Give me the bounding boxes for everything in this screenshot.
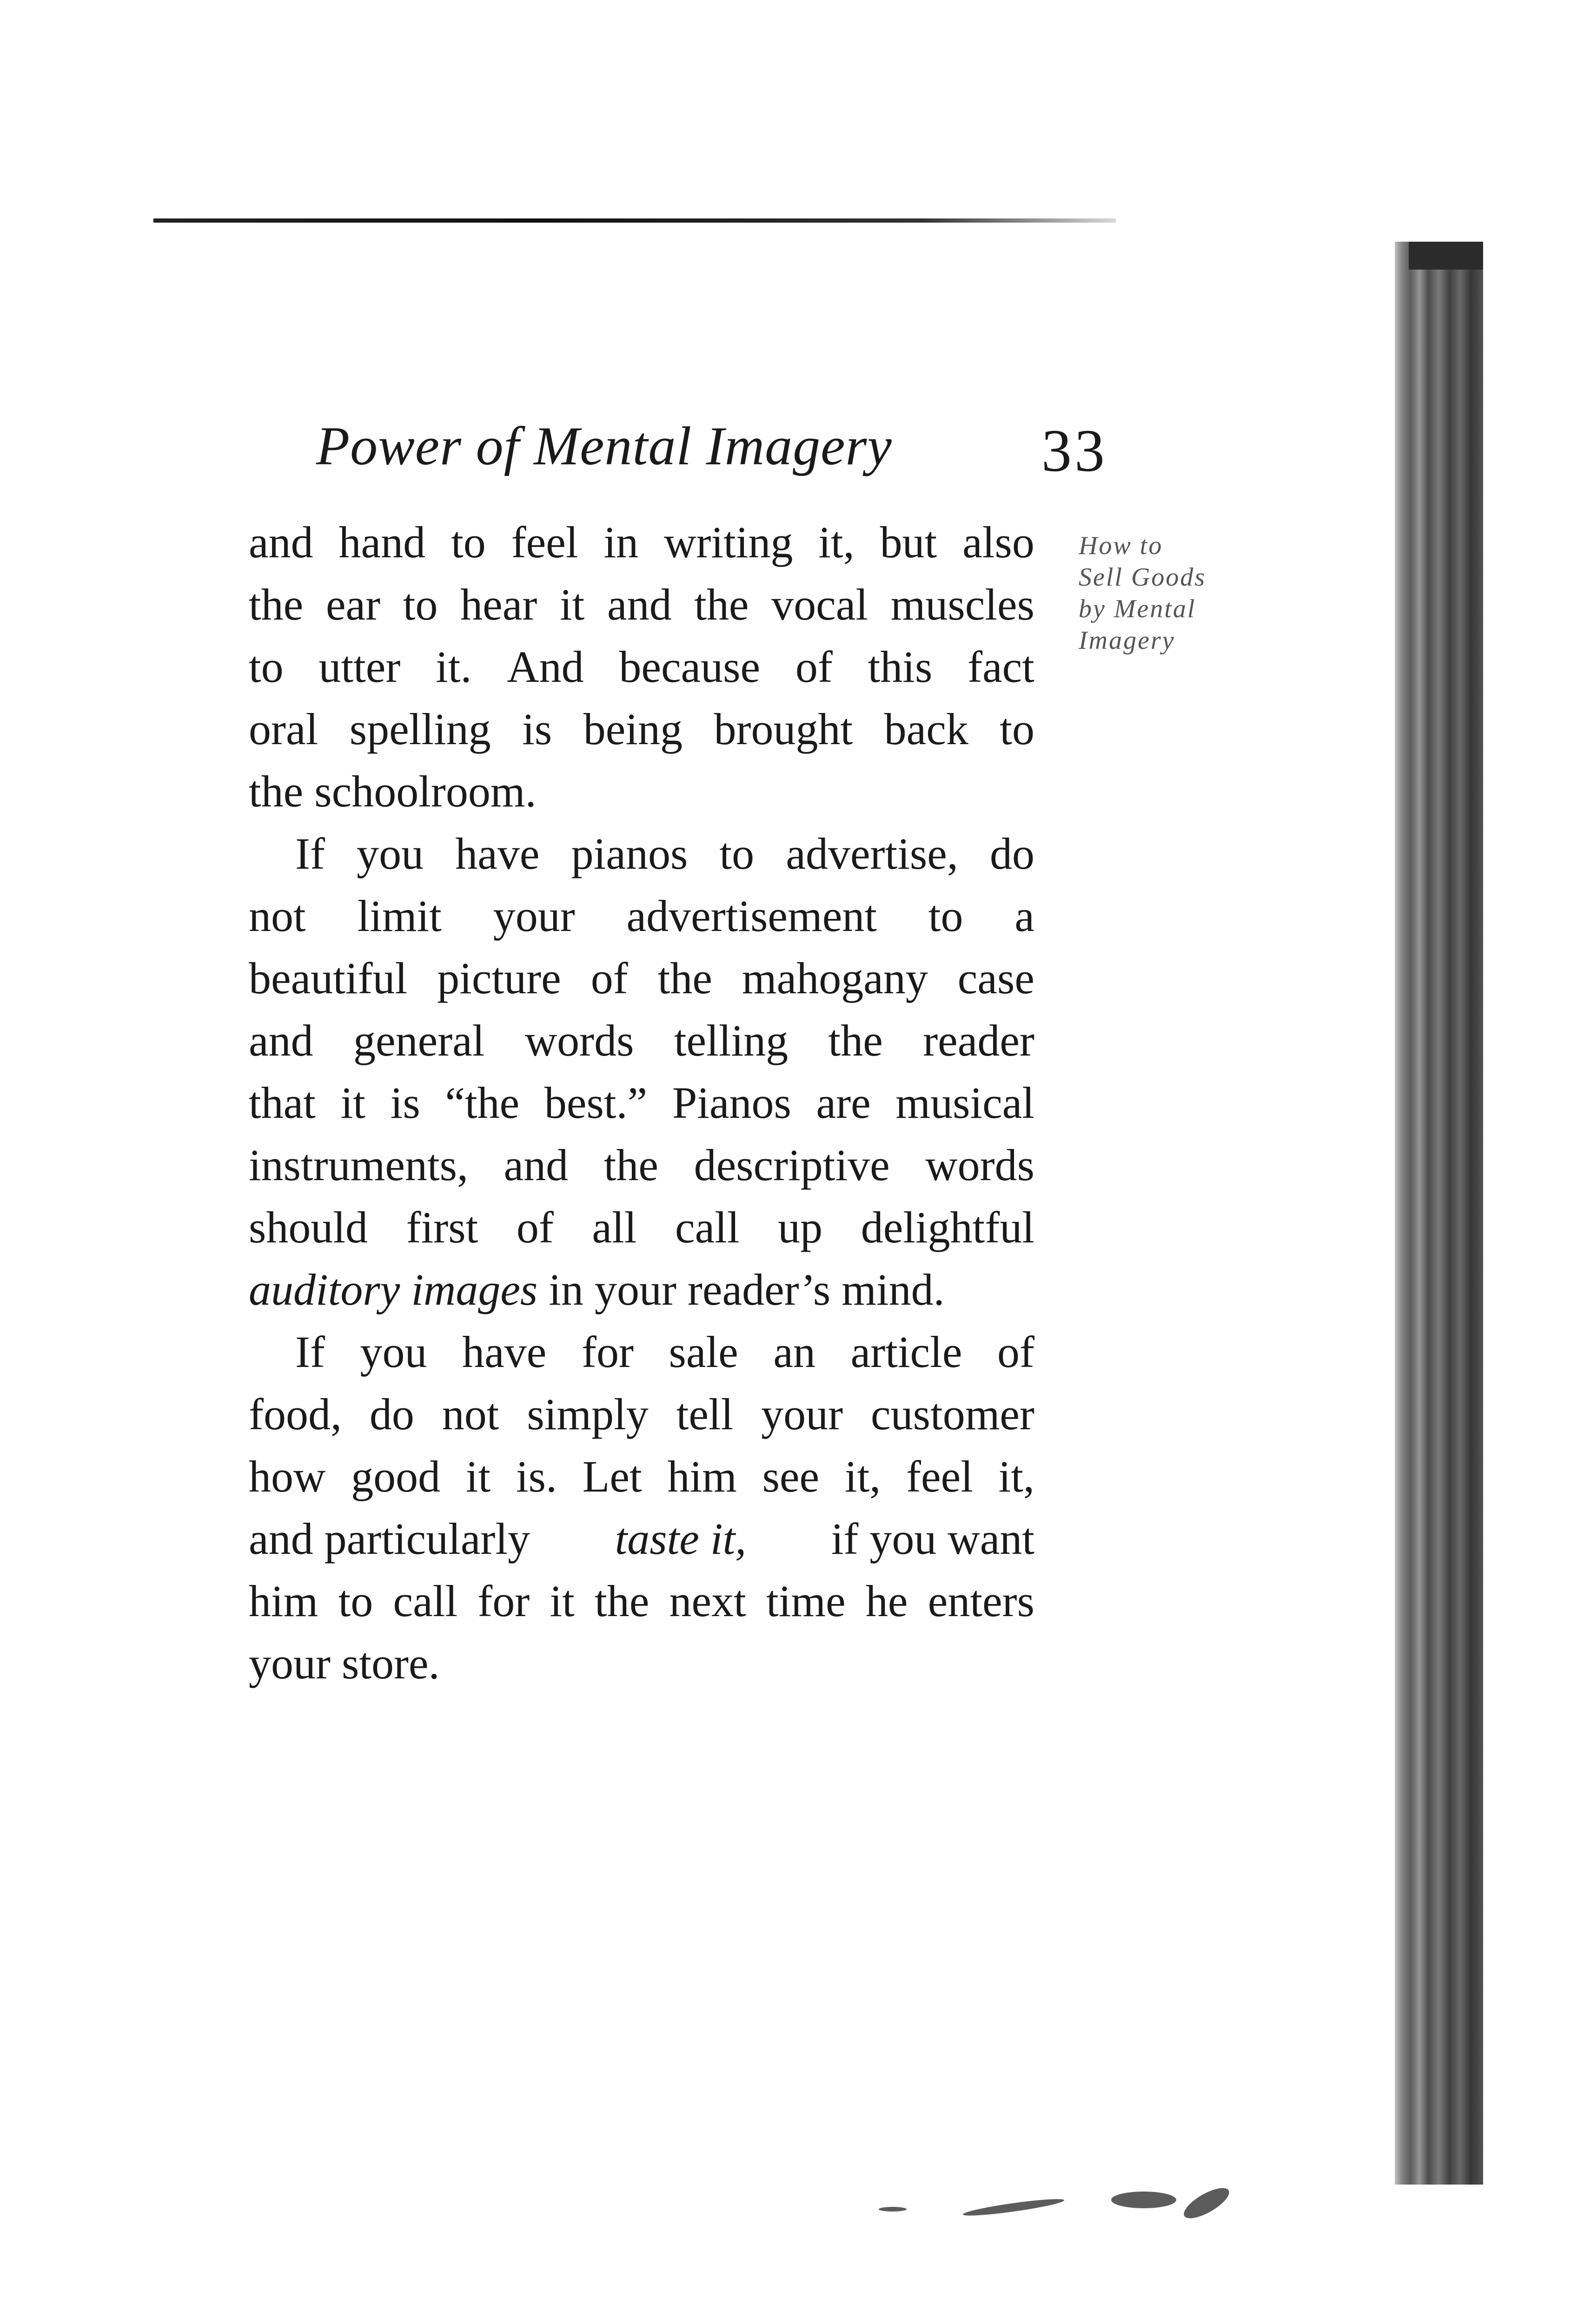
- word: vocal: [771, 580, 868, 629]
- word: first: [406, 1202, 478, 1252]
- word: also: [962, 517, 1034, 567]
- word: the: [595, 1576, 650, 1626]
- word: it: [340, 1078, 365, 1128]
- word: instruments,: [249, 1140, 468, 1190]
- text-line: [249, 1072, 1034, 1134]
- word: the: [828, 1016, 883, 1065]
- word: it: [465, 1452, 491, 1501]
- book-binding-top: [1409, 242, 1483, 270]
- word: are: [816, 1078, 871, 1128]
- word: reader: [923, 1016, 1034, 1065]
- word: to: [928, 891, 963, 941]
- text-line: [249, 885, 1034, 947]
- text-line: [249, 947, 1034, 1010]
- word: to: [719, 829, 755, 878]
- word: all: [592, 1202, 637, 1252]
- text-line: [249, 1321, 1034, 1383]
- word: Pianos: [672, 1078, 791, 1128]
- italic-phrase: taste it,: [615, 1514, 747, 1564]
- word: case: [957, 953, 1034, 1003]
- word: you: [360, 1327, 427, 1377]
- running-head: [316, 409, 1190, 493]
- word: hand: [338, 517, 426, 567]
- word: for: [477, 1576, 530, 1626]
- word: muscles: [890, 580, 1034, 629]
- ink-smudge: [879, 2207, 907, 2212]
- word: pianos: [571, 829, 688, 878]
- ink-smudge: [962, 2196, 1065, 2218]
- word: enters: [928, 1576, 1034, 1626]
- word: and: [249, 1016, 313, 1065]
- word: simply: [527, 1389, 649, 1439]
- running-title: Power of Mental Imagery: [316, 416, 892, 476]
- word: it,: [818, 517, 855, 567]
- word: he: [865, 1576, 908, 1626]
- word: it,: [844, 1452, 881, 1501]
- text-line: and particularly taste it, if you want: [249, 1508, 1034, 1570]
- word: and: [249, 517, 313, 567]
- word: of: [590, 953, 628, 1003]
- word: up: [778, 1202, 823, 1252]
- word: him: [667, 1452, 737, 1501]
- word: “the: [445, 1078, 520, 1128]
- side-note-line: How to: [1079, 531, 1163, 560]
- text-line: [249, 1196, 1034, 1259]
- word: the: [603, 1140, 658, 1190]
- word: your: [761, 1389, 843, 1439]
- word: fact: [968, 642, 1034, 692]
- text-line: [249, 511, 1034, 574]
- word: telling: [674, 1016, 789, 1065]
- word: have: [462, 1327, 547, 1377]
- text-line: auditory images in your reader’s mind.: [249, 1259, 1034, 1321]
- word: customer: [871, 1389, 1034, 1439]
- word: best.”: [544, 1078, 648, 1128]
- word: picture: [437, 953, 561, 1003]
- page-number: 33: [1041, 417, 1107, 484]
- word: advertise,: [786, 829, 958, 878]
- word: general: [353, 1016, 485, 1065]
- ink-smudge: [1111, 2192, 1176, 2208]
- word: in: [603, 517, 639, 567]
- word: an: [773, 1327, 815, 1377]
- word: how: [249, 1452, 326, 1501]
- word: see: [762, 1452, 820, 1501]
- word: is: [390, 1078, 420, 1128]
- word: but: [880, 517, 937, 567]
- text-line: [249, 1134, 1034, 1196]
- word: article: [850, 1327, 962, 1377]
- word: being: [583, 704, 683, 754]
- text-line: [249, 1446, 1034, 1508]
- word: brought: [714, 704, 853, 754]
- word: utter: [318, 642, 401, 692]
- word: If: [295, 829, 325, 878]
- body-text: [249, 511, 1034, 1695]
- word: tell: [676, 1389, 734, 1439]
- word: sale: [669, 1327, 738, 1377]
- word: ear: [325, 580, 381, 629]
- text-line: [249, 1570, 1034, 1632]
- word: to: [249, 642, 284, 692]
- word: writing: [664, 517, 793, 567]
- word: to: [451, 517, 486, 567]
- word: call: [393, 1576, 458, 1626]
- word: words: [524, 1016, 634, 1065]
- text-line: [249, 698, 1034, 760]
- word: to: [338, 1576, 373, 1626]
- word: words: [925, 1140, 1034, 1190]
- word: advertisement: [626, 891, 877, 941]
- word: good: [351, 1452, 441, 1501]
- word: call: [675, 1202, 740, 1252]
- word: is: [522, 704, 552, 754]
- word: feel: [906, 1452, 973, 1501]
- side-note: [1079, 530, 1274, 656]
- word: descriptive: [694, 1140, 890, 1190]
- word: a: [1014, 891, 1034, 941]
- word: for: [581, 1327, 634, 1377]
- text-line: the schoolroom.: [249, 766, 537, 816]
- side-note-line: by Mental: [1079, 594, 1196, 623]
- word: not: [249, 891, 306, 941]
- word: the: [657, 953, 712, 1003]
- text-line: [249, 636, 1034, 698]
- word: delightful: [861, 1202, 1034, 1252]
- word: to: [1000, 704, 1034, 754]
- word: your: [493, 891, 575, 941]
- word: Let: [582, 1452, 642, 1501]
- side-note-line: Sell Goods: [1079, 563, 1206, 592]
- word: hear: [460, 580, 537, 629]
- word: and: [607, 580, 672, 629]
- word: If: [295, 1327, 325, 1377]
- top-rule: [153, 218, 1116, 223]
- word: should: [249, 1202, 368, 1252]
- word: feel: [511, 517, 578, 567]
- word: because: [619, 642, 761, 692]
- word: this: [868, 642, 933, 692]
- word: food,: [249, 1389, 342, 1439]
- word: limit: [357, 891, 442, 941]
- word: spelling: [349, 704, 491, 754]
- word: back: [884, 704, 968, 754]
- word: that: [249, 1078, 316, 1128]
- word: oral: [249, 704, 318, 754]
- word: it: [550, 1576, 575, 1626]
- word: not: [442, 1389, 499, 1439]
- side-note-line: Imagery: [1079, 626, 1175, 655]
- italic-phrase: auditory images: [249, 1265, 538, 1314]
- word: next: [669, 1576, 746, 1626]
- word: of: [795, 642, 833, 692]
- word: have: [455, 829, 540, 878]
- word: to: [403, 580, 438, 629]
- text-line: your store.: [249, 1638, 440, 1688]
- ink-smudge: [1180, 2182, 1233, 2224]
- word: it,: [998, 1452, 1034, 1501]
- word: the: [694, 580, 749, 629]
- book-binding-edge: [1395, 242, 1483, 2185]
- word: it.: [436, 642, 472, 692]
- word: of: [516, 1202, 554, 1252]
- word: do: [990, 829, 1034, 878]
- word: beautiful: [249, 953, 408, 1003]
- word: time: [766, 1576, 846, 1626]
- word: of: [997, 1327, 1034, 1377]
- text-line: [249, 574, 1034, 636]
- text-line: [249, 823, 1034, 885]
- word: and: [504, 1140, 569, 1190]
- word: is.: [516, 1452, 557, 1501]
- word: it: [559, 580, 585, 629]
- word: musical: [895, 1078, 1034, 1128]
- word: do: [369, 1389, 414, 1439]
- text-line: [249, 1010, 1034, 1072]
- word: him: [249, 1576, 318, 1626]
- word: And: [507, 642, 584, 692]
- word: mahogany: [742, 953, 928, 1003]
- word: the: [249, 580, 304, 629]
- text-line: [249, 1383, 1034, 1446]
- word: you: [357, 829, 424, 878]
